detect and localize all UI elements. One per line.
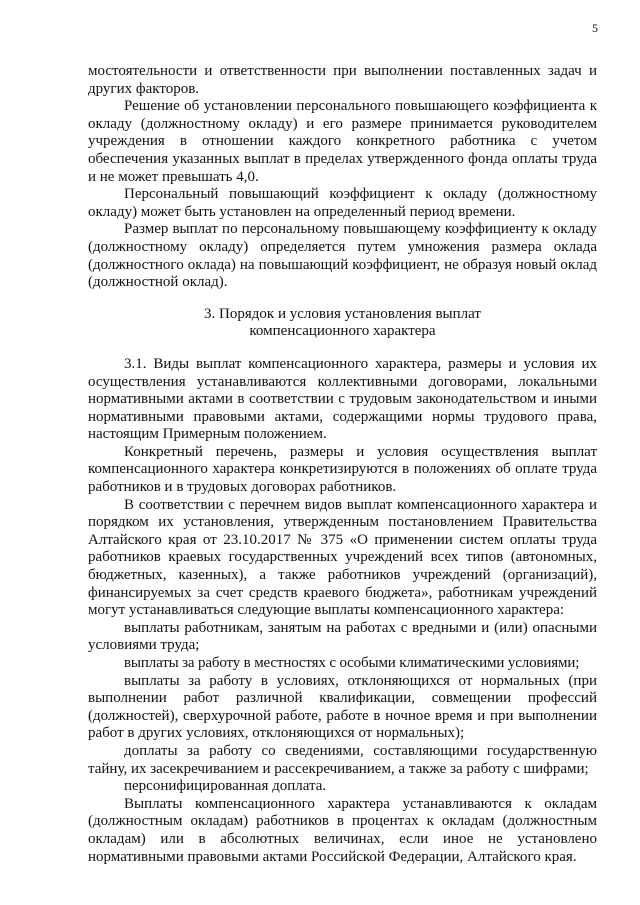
- page-number: 5: [592, 21, 598, 35]
- paragraph: Размер выплат по персональному повышающему коэффициенту к окладу (должностному окладу) определяется путем умножения размера оклада (должностного оклада) на повышающий коэффициент, не образуя новый оклад (должностной оклад).: [88, 221, 597, 291]
- document-body: [88, 63, 597, 866]
- list-item: выплаты работникам, занятым на работах с вредными и (или) опасными условиями труда;: [88, 619, 597, 654]
- paragraph: Решение об установлении персонального повышающего коэффициента к окладу (должностному окладу) и его размере принимается руководителем учреждения в отношении каждого конкретного работника с учетом обеспечения указанных выплат в пределах утвержденного фонда оплаты труда и не может превышать 4,0.: [88, 98, 597, 185]
- paragraph: 3.1. Виды выплат компенсационного характера, размеры и условия их осуществления устанавливаются коллективными договорами, локальными нормативными актами в соответствии с трудовым законодательством и иными нормативными правовыми актами, содержащими нормы трудового права, настоящим Примерным положением.: [88, 355, 597, 443]
- section-heading: [88, 306, 597, 341]
- paragraph: Конкретный перечень, размеры и условия осуществления выплат компенсационного характера конкретизируются в положениях об оплате труда работников и в трудовых договорах работников.: [88, 443, 597, 496]
- paragraph: Персональный повышающий коэффициент к окладу (должностному окладу) может быть установлен на определенный период времени.: [88, 186, 597, 220]
- list-item: доплаты за работу со сведениями, составляющими государственную тайну, их засекречиванием и рассекречиванием, а также за работу с шифрами;: [88, 742, 597, 777]
- list-item: выплаты за работу в условиях, отклоняющихся от нормальных (при выполнении работ различной квалификации, совмещении профессий (должностей), сверхурочной работе, работе в ночное время и при выполнении работ в других условиях, отклоняющихся от нормальных);: [88, 672, 597, 742]
- section-heading-line: 3. Порядок и условия установления выплат: [204, 305, 481, 322]
- section-heading-line: компенсационного характера: [249, 323, 436, 340]
- paragraph: В соответствии с перечнем видов выплат компенсационного характера и порядком их установления, утвержденным постановлением Правительства Алтайского края от 23.10.2017 № 375 «О применении систем оплаты труда работников краевых государственных учреждений всех типов (автономных, бюджетных, казенных), а также работников учреждений (организаций), финансируемых за счет средств краевого бюджета», работникам учреждений могут устанавливаться следующие выплаты компенсационного характера:: [88, 496, 597, 619]
- paragraph: мостоятельности и ответственности при выполнении поставленных задач и других факторов.: [88, 63, 597, 97]
- list-item: персонифицированная доплата.: [124, 778, 327, 795]
- list-item: выплаты за работу в местностях с особыми климатическими условиями;: [124, 655, 580, 671]
- paragraph: Выплаты компенсационного характера устанавливаются к окладам (должностным окладам) работников в процентах к окладам (должностным окладам) или в абсолютных величинах, если иное не установлено нормативными правовыми актами Российской Федерации, Алтайского края.: [88, 795, 597, 865]
